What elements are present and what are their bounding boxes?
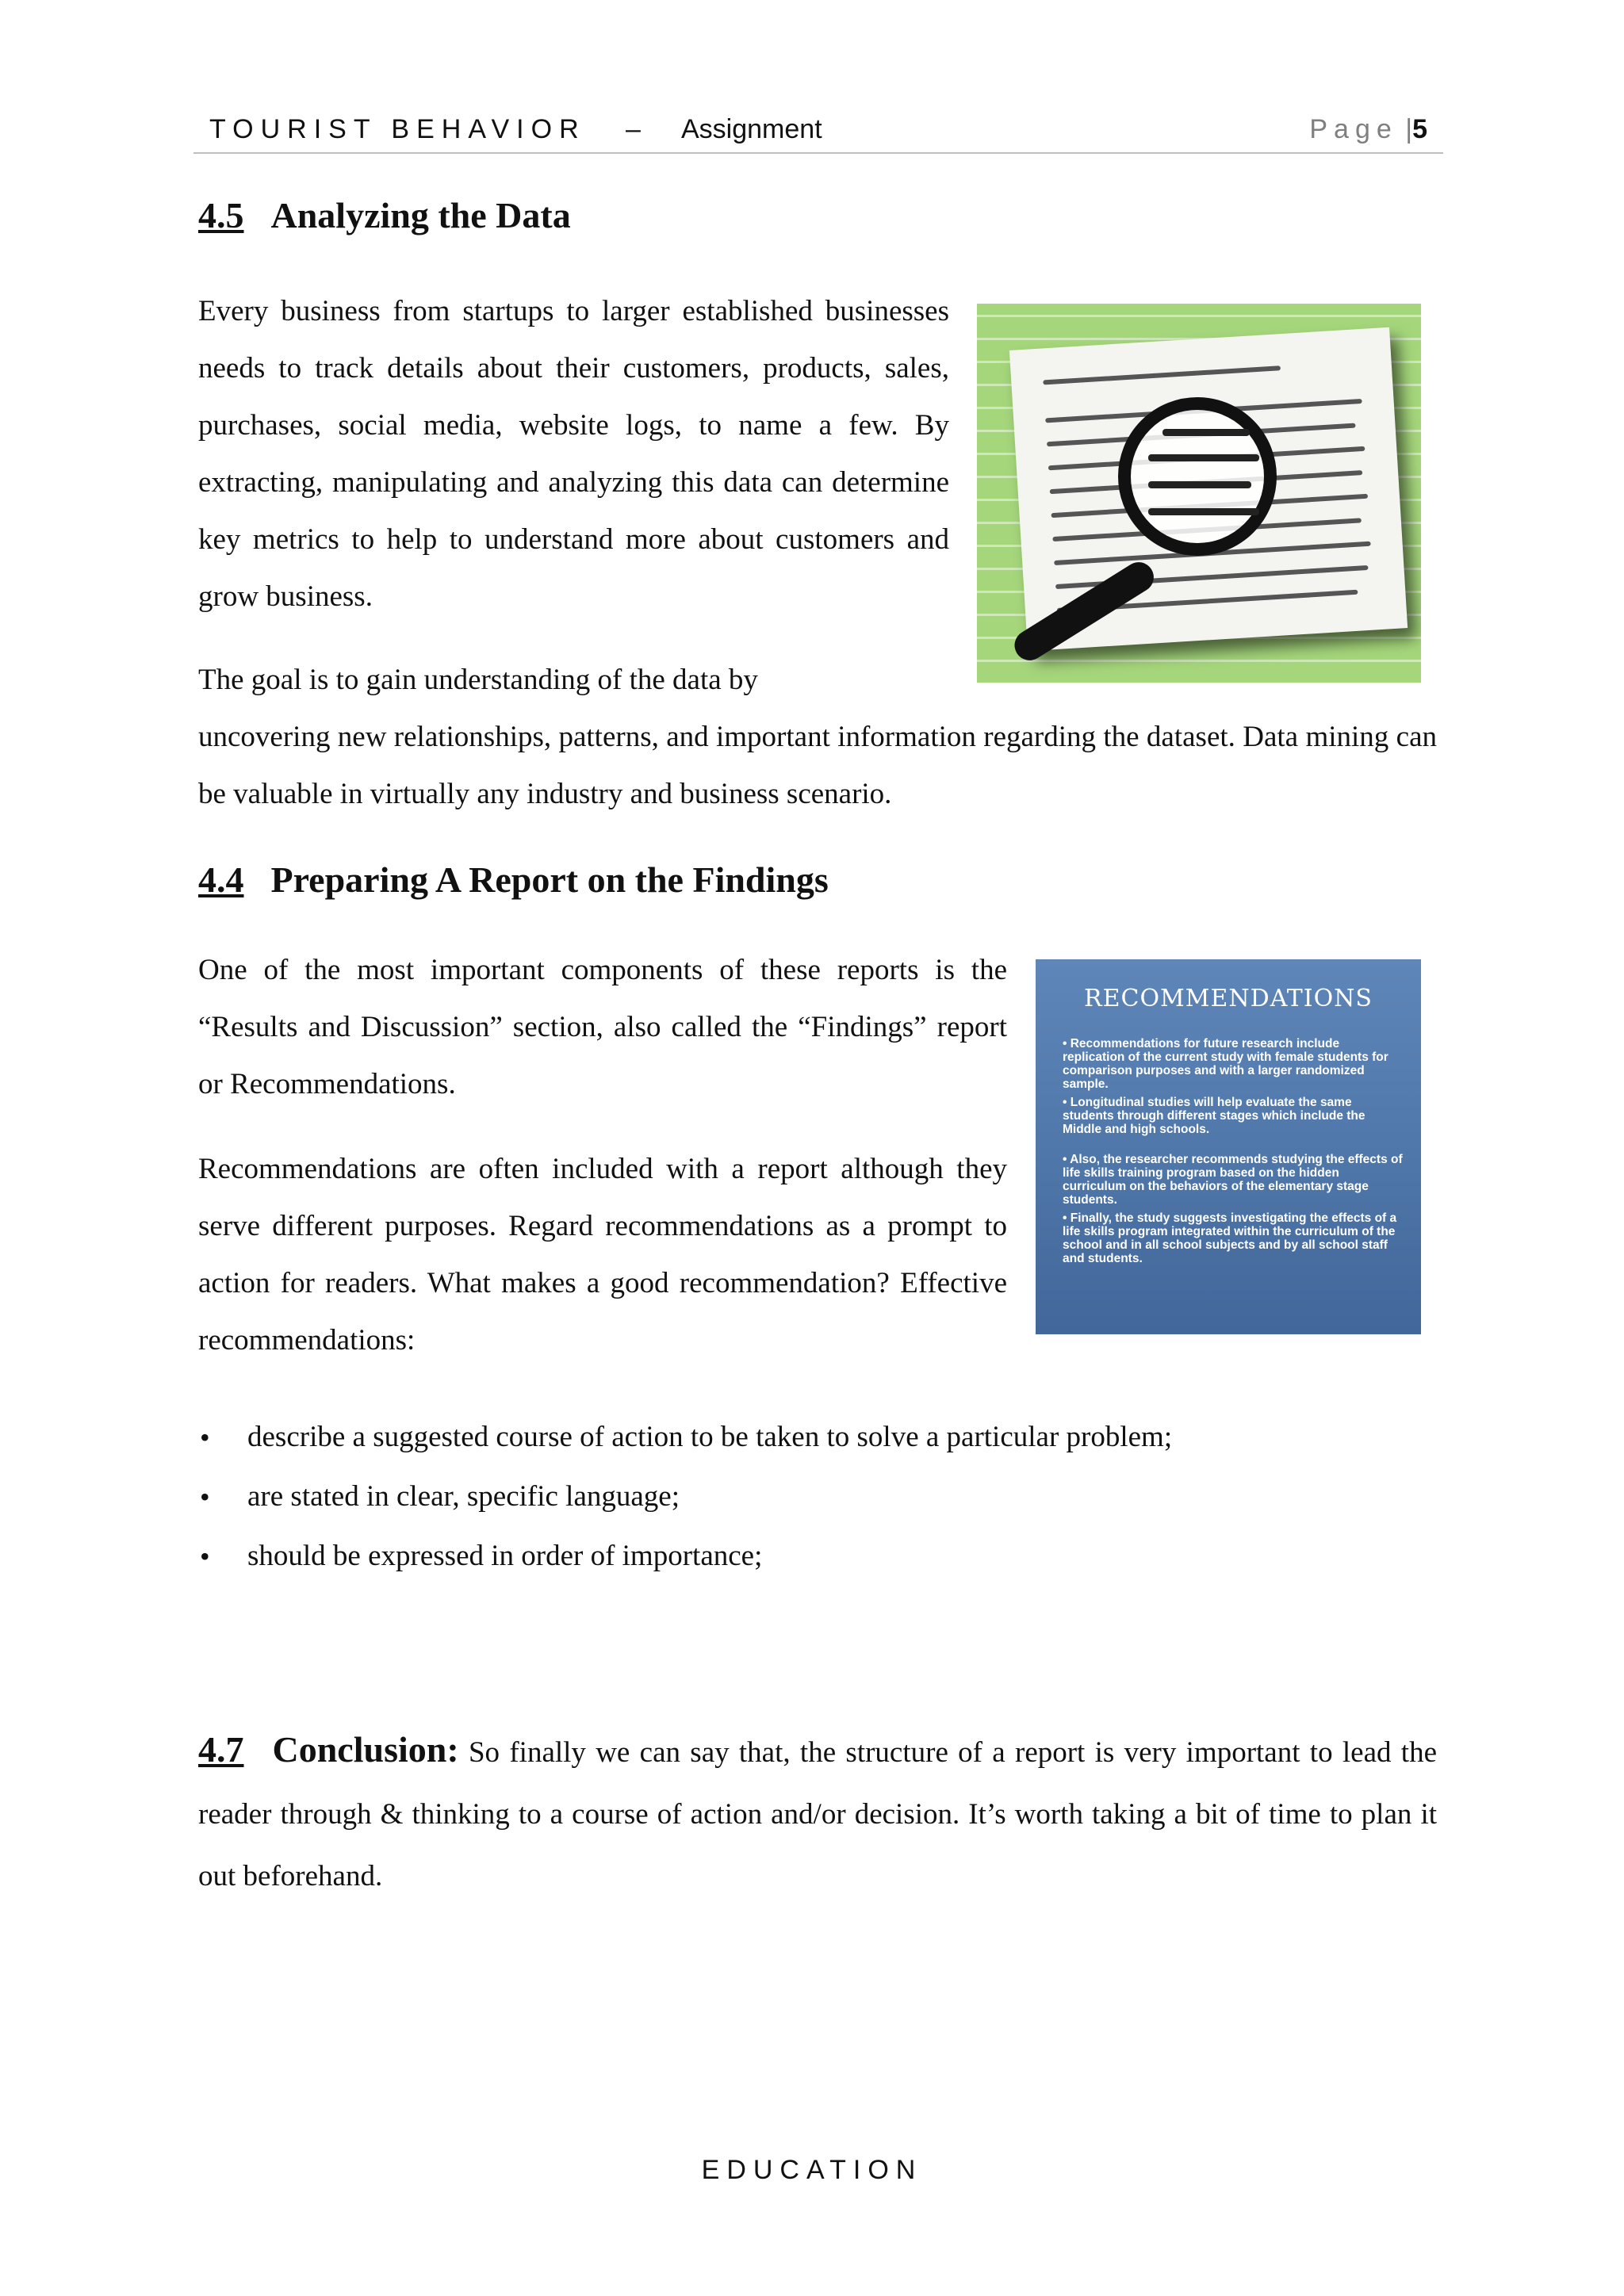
paragraph-analyzing-1: Every business from startups to larger established businesses needs to track details about their customers, products, sales, purchases, social media, website logs, to name a few. By extracting, manipulating and analyzing this data can determine key metrics to help to understand more about customers and grow business. [198,295,949,613]
conclusion-text: So finally we can say that, the structure of a report is very important to lead the reader through & thinking to a course of action and/or decision. It’s worth taking a bit of time to plan it out beforehand. [198,1736,1437,1892]
list-item: • are stated in clear, specific language; [193,1471,1431,1530]
slide-title: RECOMMENDATIONS [1084,985,1373,1012]
section-number: 4.4 [198,859,244,900]
header-dash: – [626,114,641,144]
section-number: 4.7 [198,1729,244,1770]
page-separator: | [1405,114,1413,144]
slide-item: • Longitudinal studies will help evaluate the same students through different stages which include the Middle and high schools. [1063,1096,1365,1136]
section-heading-4-5 [198,194,571,236]
magnifier-icon [1118,397,1277,556]
section-heading-4-7 [198,1729,459,1770]
section-title: Conclusion: [272,1729,459,1770]
header-title: TOURIST BEHAVIOR [209,114,586,144]
list-item: • should be expressed in order of importance; [193,1530,1431,1590]
magnifying-glass-image [977,304,1421,683]
slide-item: • Finally, the study suggests investigating the effects of a life skills program integrated within the curriculum of the school and in all school subjects and by all school staff and students. [1063,1211,1397,1265]
recommendations-list [193,1411,1431,1590]
slide-item: • Also, the researcher recommends studying the effects of life skills training program based on the hidden curriculum on the behaviors of the elementary stage students. [1063,1153,1403,1207]
page-label: Page [1309,114,1398,144]
header-page-indicator [1309,114,1427,145]
section-title: Preparing A Report on the Findings [270,859,829,900]
page-number: 5 [1412,114,1427,144]
slide-item: • Recommendations for future research include replication of the current study with female students for comparison purposes and with a larger randomized sample. [1063,1037,1388,1091]
paragraph-analyzing-2-first-line: The goal is to gain understanding of the data by [198,664,758,696]
paragraph-findings-2: Recommendations are often included with a report although they serve different purposes. Regard recommendations as a prompt to action for readers. What makes a good recommendation? Effective recommendations: [198,1153,1007,1357]
paragraph-findings-1: One of the most important components of these reports is the “Results and Discussion” section, also called the “Findings” report or Recommendations. [198,954,1007,1100]
header-subtitle: Assignment [681,114,822,144]
list-item: • describe a suggested course of action to be taken to solve a particular problem; [193,1411,1431,1471]
section-heading-4-4 [198,859,829,901]
paragraph-analyzing-2: uncovering new relationships, patterns, and important information regarding the dataset. Data mining can be valuable in virtually any industry and business scenario. [198,721,1437,810]
recommendations-slide-image [1036,959,1421,1334]
page-footer: EDUCATION [701,2155,923,2185]
page-header [193,111,1443,154]
conclusion-paragraph [198,1719,1437,1908]
section-number: 4.5 [198,195,244,235]
section-title: Analyzing the Data [270,195,571,235]
